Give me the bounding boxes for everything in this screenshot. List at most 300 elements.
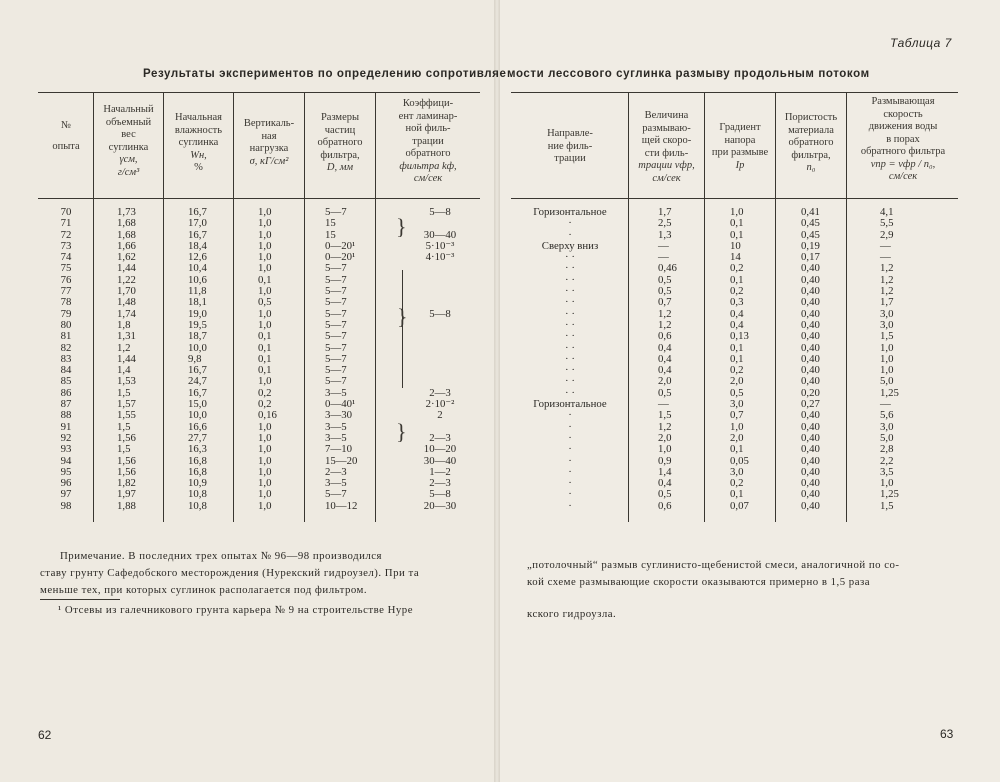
table-cell: 3,0 <box>730 398 744 411</box>
table-cell: 2 <box>437 409 443 422</box>
table-cell: 1,0 <box>258 443 272 456</box>
table-cell: · · <box>565 251 575 264</box>
table-cell <box>405 286 475 297</box>
table-cell: 1,0 <box>258 251 272 264</box>
table-cell: · <box>568 454 572 467</box>
table-cell: 0,5 <box>658 285 672 298</box>
table-cell: 18,7 <box>188 330 207 343</box>
table-cell <box>405 331 475 342</box>
col-density <box>117 207 163 512</box>
table-cell: 3,0 <box>880 420 894 433</box>
table-cell: 1,0 <box>258 477 272 490</box>
hdr-direction: Направле- ние филь- трации <box>547 128 593 164</box>
col-experiment-number <box>40 207 92 512</box>
table-cell: 1,0 <box>258 228 272 241</box>
table-cell: 15,0 <box>188 398 207 411</box>
page-number-right: 63 <box>940 727 954 741</box>
table-cell: 80 <box>60 318 72 331</box>
col-filtration-coef <box>405 207 475 512</box>
table-cell: 98 <box>60 499 72 512</box>
table-cell: 5—8 <box>429 488 451 501</box>
left-table-header-rule <box>38 198 480 199</box>
table-cell: 0,5 <box>258 296 272 309</box>
table-cell: 1,66 <box>117 239 136 252</box>
table-cell: 0,45 <box>801 217 820 230</box>
brace-rows-75-85: } <box>397 304 408 329</box>
table-cell: 3—5 <box>325 477 347 490</box>
table-cell <box>405 297 475 308</box>
table-cell: 10,4 <box>188 262 207 275</box>
table-cell: 0,40 <box>801 318 820 331</box>
table-cell: 10,0 <box>188 409 207 422</box>
table-cell: 0,40 <box>801 352 820 365</box>
table-cell: 2,0 <box>658 375 672 388</box>
table-cell: 10,8 <box>188 488 207 501</box>
table-cell: 0,6 <box>658 330 672 343</box>
hdr-pore-velocity: Размывающая скорость движения воды в порах обратного фильтра vпр = vфр / n₀, см/сек <box>860 96 946 182</box>
table-cell: 0,4 <box>658 352 672 365</box>
table-cell: — <box>880 251 891 264</box>
table-cell: 0,1 <box>258 273 272 286</box>
table-cell: · <box>568 431 572 444</box>
table-cell: 83 <box>60 352 72 365</box>
table-cell: 0,2 <box>730 477 744 490</box>
table-cell: 2,0 <box>730 431 744 444</box>
table-cell: 1,56 <box>117 431 136 444</box>
table-cell: 1,2 <box>880 285 894 298</box>
table-cell: 0,40 <box>801 477 820 490</box>
table-cell: 0,4 <box>658 477 672 490</box>
table-cell: 2—3 <box>429 431 451 444</box>
table-cell: 77 <box>60 285 72 298</box>
table-cell: 0,3 <box>730 296 744 309</box>
table-cell: 0,41 <box>801 206 820 218</box>
table-cell: 15 <box>325 228 336 241</box>
table-cell: 0,40 <box>801 454 820 467</box>
table-cell: 73 <box>60 239 72 252</box>
table-cell: 0,40 <box>801 273 820 286</box>
table-cell: 95 <box>60 465 72 478</box>
table-cell: 1,0 <box>258 318 272 331</box>
table-cell: 2·10⁻² <box>425 398 455 411</box>
table-cell: 4,1 <box>880 206 894 218</box>
table-cell: 5—8 <box>429 307 451 320</box>
table-cell: · · <box>565 262 575 275</box>
footnote-left: ¹ Отсевы из галечникового грунта карьера № 9 на строительстве Нуре <box>58 604 413 616</box>
table-cell: 3—30 <box>325 409 352 422</box>
table-cell: 10,8 <box>188 499 207 512</box>
table-cell: 0,1 <box>730 352 744 365</box>
table-cell: 2,5 <box>658 217 672 230</box>
table-cell: 17,0 <box>188 217 207 230</box>
table-cell: 0,9 <box>658 454 672 467</box>
table-cell: 0,2 <box>258 386 272 399</box>
table-cell: 0,40 <box>801 307 820 320</box>
hdr-coef: Коэффици- ент ламинар- ной филь- трации обратного фильтра kф, см/сек <box>398 98 458 184</box>
table-cell: 1,2 <box>658 420 672 433</box>
table-cell <box>405 275 475 286</box>
col-load <box>258 207 303 512</box>
table-cell: 1,97 <box>117 488 136 501</box>
table-cell: 5—7 <box>325 206 347 218</box>
title-right: мости лессового суглинка размыву продольным потоком <box>507 68 870 80</box>
table-cell: — <box>658 251 669 264</box>
table-cell: 1,0 <box>258 420 272 433</box>
table-cell: 19,5 <box>188 318 207 331</box>
table-cell: 1,82 <box>117 477 136 490</box>
table-cell: 5—7 <box>325 488 347 501</box>
table-cell: 5,6 <box>880 409 894 422</box>
table-cell: 76 <box>60 273 72 286</box>
table-cell: 1,0 <box>258 206 272 218</box>
table-cell: 0,1 <box>258 352 272 365</box>
table-cell: 0,19 <box>801 239 820 252</box>
table-cell: 94 <box>60 454 72 467</box>
table-cell: 1,0 <box>730 420 744 433</box>
table-cell: 15—20 <box>325 454 358 467</box>
table-cell: 3,0 <box>880 318 894 331</box>
table-cell: 30—40 <box>423 228 457 241</box>
table-cell: 0,1 <box>730 273 744 286</box>
table-cell: 0,27 <box>801 398 820 411</box>
note-right-line-2: кой схеме размывающие скорости оказываются примерно в 1,5 раза <box>527 576 871 588</box>
table-cell: 0,45 <box>801 228 820 241</box>
table-cell: 7—10 <box>325 443 352 456</box>
table-cell: 0,46 <box>658 262 677 275</box>
table-cell: 16,7 <box>188 228 207 241</box>
table-cell: 1,0 <box>258 307 272 320</box>
table-cell: 0,07 <box>730 499 749 512</box>
table-cell: 84 <box>60 364 72 377</box>
table-cell: · · <box>565 330 575 343</box>
table-cell: 3—5 <box>325 431 347 444</box>
table-cell: 5—7 <box>325 318 347 331</box>
table-cell: Горизонтальное <box>533 398 607 411</box>
table-cell: — <box>880 398 891 411</box>
table-cell: · · <box>565 364 575 377</box>
table-cell: · · <box>565 352 575 365</box>
table-cell: 5,0 <box>880 431 894 444</box>
table-cell: 0,1 <box>258 330 272 343</box>
brace-rows-91-92: } <box>396 419 407 444</box>
table-cell: 87 <box>60 398 72 411</box>
table-cell: 1,7 <box>658 206 672 218</box>
table-cell: 1,62 <box>117 251 136 264</box>
table-cell: 0,1 <box>258 364 272 377</box>
table-cell: 2—3 <box>429 477 451 490</box>
table-cell: 1,0 <box>258 285 272 298</box>
table-cell: 1,68 <box>117 228 136 241</box>
table-cell: · <box>568 499 572 512</box>
table-cell: 1,4 <box>658 465 672 478</box>
table-cell: 0,5 <box>658 488 672 501</box>
table-cell: 1,0 <box>880 477 894 490</box>
table-cell: 19,0 <box>188 307 207 320</box>
table-cell: 91 <box>60 420 72 433</box>
table-cell: 4·10⁻³ <box>425 251 455 264</box>
table-cell: 0,2 <box>730 262 744 275</box>
table-cell: 12,6 <box>188 251 207 264</box>
table-cell: 75 <box>60 262 72 275</box>
table-cell: 0,5 <box>730 386 744 399</box>
table-cell: 1,2 <box>658 307 672 320</box>
table-cell: 1,4 <box>117 364 131 377</box>
table-cell: Горизонтальное <box>533 206 607 218</box>
table-cell: 16,6 <box>188 420 207 433</box>
table-cell: · · <box>565 318 575 331</box>
brace-rows-71-72: } <box>396 214 407 239</box>
table-cell: 30—40 <box>423 454 457 467</box>
table-cell: 1,25 <box>880 488 899 501</box>
table-cell: — <box>880 239 891 252</box>
table-cell: 0,40 <box>801 364 820 377</box>
table-cell: 0,40 <box>801 499 820 512</box>
table-cell: 0,40 <box>801 330 820 343</box>
table-cell: 5·10⁻³ <box>425 239 455 252</box>
table-cell: 1,56 <box>117 465 136 478</box>
table-cell: 0,40 <box>801 341 820 354</box>
table-cell <box>405 354 475 365</box>
table-cell: 0,40 <box>801 296 820 309</box>
table-cell: · <box>568 409 572 422</box>
table-cell: · <box>568 488 572 501</box>
table-cell: 0,40 <box>801 375 820 388</box>
table-cell: 0,4 <box>658 341 672 354</box>
table-cell: 79 <box>60 307 72 320</box>
table-cell: 5—7 <box>325 307 347 320</box>
table-cell: 5—7 <box>325 262 347 275</box>
table-cell: 1,0 <box>258 239 272 252</box>
col-gradient <box>730 207 775 512</box>
table-cell: 20—30 <box>423 499 457 512</box>
table-cell: 1,2 <box>880 262 894 275</box>
table-cell: 1,68 <box>117 217 136 230</box>
right-table-header-rule <box>511 198 958 199</box>
table-cell: 0,16 <box>258 409 277 422</box>
table-cell: 2—3 <box>429 386 451 399</box>
table-cell: 5—7 <box>325 352 347 365</box>
table-cell: 1,0 <box>258 431 272 444</box>
table-cell: 70 <box>60 206 72 218</box>
table-cell: 1,57 <box>117 398 136 411</box>
col-filtration-direction <box>512 207 628 512</box>
table-cell: 0,4 <box>730 318 744 331</box>
table-cell: 5—7 <box>325 341 347 354</box>
table-cell: 5,5 <box>880 217 894 230</box>
table-cell: 0,5 <box>658 386 672 399</box>
hdr-velocity: Величина размываю- щей скоро- сти филь- трации vфр, см/сек <box>638 110 695 184</box>
table-cell: 1,2 <box>880 273 894 286</box>
table-cell: — <box>658 239 669 252</box>
table-cell: 18,4 <box>188 239 207 252</box>
table-cell: 92 <box>60 431 72 444</box>
table-cell: 2,0 <box>658 431 672 444</box>
table-cell: 1,5 <box>658 409 672 422</box>
table-cell <box>405 263 475 274</box>
table-cell: 1,2 <box>117 341 131 354</box>
table-cell: 1,2 <box>658 318 672 331</box>
table-cell: 1,0 <box>730 206 744 218</box>
table-cell: 1,0 <box>258 488 272 501</box>
table-cell: 10 <box>730 239 741 252</box>
table-cell <box>405 365 475 376</box>
table-cell: 1,88 <box>117 499 136 512</box>
table-cell: · <box>568 217 572 230</box>
table-cell: 0,13 <box>730 330 749 343</box>
table-cell: 10—20 <box>423 443 457 456</box>
table-cell: 0,1 <box>258 341 272 354</box>
table-cell <box>405 320 475 331</box>
col-pore-velocity <box>880 207 940 512</box>
table-cell: 1,3 <box>658 228 672 241</box>
table-cell: 0,6 <box>658 499 672 512</box>
table-cell: 1,44 <box>117 352 136 365</box>
table-cell: 0,40 <box>801 443 820 456</box>
table-cell: 86 <box>60 386 72 399</box>
table-cell: 16,8 <box>188 465 207 478</box>
table-cell: · <box>568 228 572 241</box>
table-cell: 14 <box>730 251 741 264</box>
table-cell: 3—5 <box>325 386 347 399</box>
table-cell: 1,53 <box>117 375 136 388</box>
table-cell: 0,5 <box>658 273 672 286</box>
table-cell: 0,17 <box>801 251 820 264</box>
table-cell: · <box>568 443 572 456</box>
table-cell: 18,1 <box>188 296 207 309</box>
footnote-right: кского гидроузла. <box>527 608 617 620</box>
table-cell: 5—7 <box>325 273 347 286</box>
table-cell: 2,0 <box>730 375 744 388</box>
table-cell: 1,55 <box>117 409 136 422</box>
table-cell: 24,7 <box>188 375 207 388</box>
table-cell: 0,40 <box>801 285 820 298</box>
hdr-density: Начальный объемный вес суглинка γсм, г/см³ <box>103 104 154 178</box>
table-cell: 1,8 <box>117 318 131 331</box>
table-cell: 71 <box>60 217 72 230</box>
col-porosity <box>801 207 846 512</box>
table-cell: 15 <box>325 217 336 230</box>
right-table-top-rule <box>511 92 958 93</box>
table-cell: 1,0 <box>880 352 894 365</box>
table-cell: 3—5 <box>325 420 347 433</box>
note-left-line-2: ставу грунту Сафедобского месторождения (Нурекский гидроузел). При та <box>40 567 420 579</box>
table-cell: 5—8 <box>429 206 451 218</box>
hdr-particle: Размеры частиц обратного фильтра, D, мм <box>317 112 363 173</box>
table-cell: 27,7 <box>188 431 207 444</box>
table-cell: 1,0 <box>258 262 272 275</box>
note-right-line-1: „потолочный“ размыв суглинисто-щебенистой смеси, аналогичной по со- <box>527 559 900 571</box>
table-cell: · · <box>565 285 575 298</box>
table-cell: 1,74 <box>117 307 136 320</box>
table-cell: 0,4 <box>658 364 672 377</box>
table-cell: · <box>568 420 572 433</box>
table-cell: 1,0 <box>258 217 272 230</box>
table-cell: 11,8 <box>188 285 207 298</box>
table-cell: · · <box>565 375 575 388</box>
table-cell: 0,7 <box>658 296 672 309</box>
table-cell: 0,2 <box>258 398 272 411</box>
table-cell: 1,25 <box>880 386 899 399</box>
table-cell: 0,2 <box>730 285 744 298</box>
table-cell: 10,0 <box>188 341 207 354</box>
note-left-line-3: меньше тех, при которых суглинок располагается под фильтром. <box>40 584 368 596</box>
table-cell: 0,40 <box>801 420 820 433</box>
table-cell: 1,0 <box>258 454 272 467</box>
table-cell: 1,5 <box>880 499 894 512</box>
table-cell: · · <box>565 273 575 286</box>
table-cell: 1,0 <box>880 364 894 377</box>
title-left: Результаты экспериментов по определению сопротивляе <box>143 68 507 80</box>
table-cell: 0,40 <box>801 488 820 501</box>
table-cell: 1—2 <box>429 465 451 478</box>
col-particle-size <box>325 207 375 512</box>
table-cell: 1,0 <box>880 341 894 354</box>
hdr-num: № опыта <box>52 120 80 152</box>
table-cell: 88 <box>60 409 72 422</box>
table-cell: 1,0 <box>258 375 272 388</box>
table-cell: 1,5 <box>117 386 131 399</box>
table-cell: 0,7 <box>730 409 744 422</box>
table-cell: 3,0 <box>880 307 894 320</box>
table-cell: 1,5 <box>117 420 131 433</box>
table-cell: 0—20¹ <box>325 239 356 252</box>
page-number-left: 62 <box>38 728 52 742</box>
table-cell: · <box>568 477 572 490</box>
table-cell: · · <box>565 341 575 354</box>
table-cell: 5,0 <box>880 375 894 388</box>
table-cell: 16,8 <box>188 454 207 467</box>
table-cell: 2,9 <box>880 228 894 241</box>
table-cell: 1,0 <box>258 465 272 478</box>
book-gutter <box>494 0 500 782</box>
table-cell: 1,7 <box>880 296 894 309</box>
table-cell: 0,05 <box>730 454 749 467</box>
table-cell: 16,7 <box>188 364 207 377</box>
left-table-top-rule <box>38 92 480 93</box>
table-cell: 5—7 <box>325 330 347 343</box>
table-cell: 0—40¹ <box>325 398 356 411</box>
table-cell: 0,1 <box>730 341 744 354</box>
table-cell: 0,4 <box>730 307 744 320</box>
col-moisture <box>188 207 233 512</box>
table-cell: 3,0 <box>730 465 744 478</box>
table-cell: 1,0 <box>258 499 272 512</box>
table-cell: 85 <box>60 375 72 388</box>
table-cell: 1,22 <box>117 273 136 286</box>
hdr-porosity: Пористость материала обратного фильтра, n₀ <box>784 112 838 173</box>
brace-rows-75-85-line <box>402 270 403 388</box>
table-cell: 1,48 <box>117 296 136 309</box>
table-cell: Сверху вниз <box>541 239 599 252</box>
table-cell: 2—3 <box>325 465 347 478</box>
table-cell: 2,8 <box>880 443 894 456</box>
table-cell: 10—12 <box>325 499 358 512</box>
table-cell: · · <box>565 296 575 309</box>
table-cell: 0,40 <box>801 409 820 422</box>
table-cell: 0,1 <box>730 228 744 241</box>
table-cell: 1,44 <box>117 262 136 275</box>
hdr-load: Вертикаль- ная нагрузка σ, кГ/см² <box>243 118 295 167</box>
table-label: Таблица 7 <box>890 36 952 50</box>
table-cell: 1,5 <box>117 443 131 456</box>
table-cell: 2,2 <box>880 454 894 467</box>
table-cell <box>405 218 475 229</box>
hdr-moisture: Начальная влажность суглинка Wн, % <box>174 112 223 173</box>
table-cell: 97 <box>60 488 72 501</box>
table-cell: 1,0 <box>658 443 672 456</box>
footnote-rule <box>40 599 120 600</box>
table-cell: 10,6 <box>188 273 207 286</box>
